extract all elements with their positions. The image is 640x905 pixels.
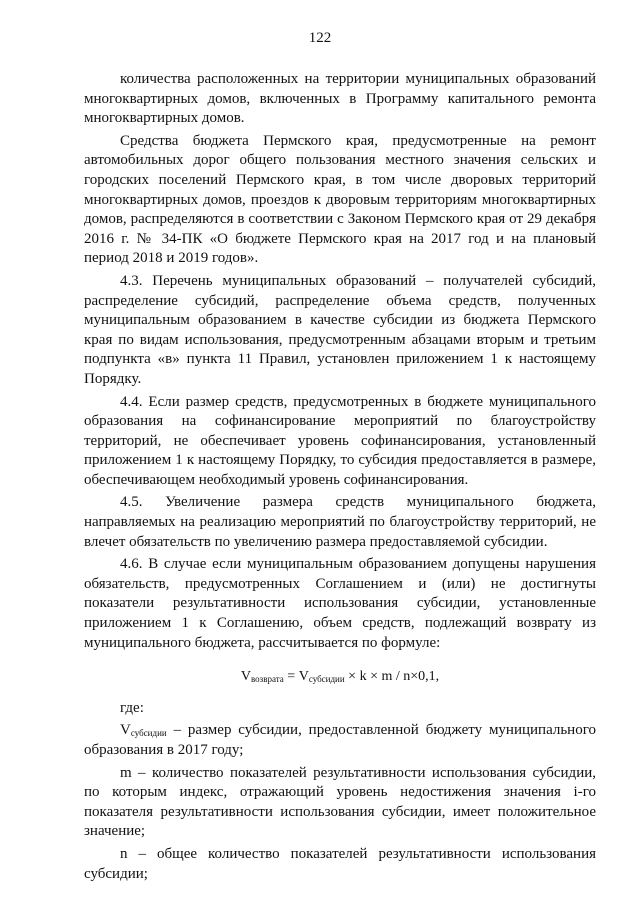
paragraph-continuation: количества расположенных на территории муниципальных образований многоквартирных домов, включенных в Программу капитального ремонта многоквартирных домов.	[84, 71, 596, 127]
definition-m: m – количество показателей результативности использования субсидии, по которым индекс, отражающий уровень недостижения значения i-го показателя результативности использования субсидии, имеет положительное значение;	[84, 764, 596, 840]
formula-rest: × k × m / n×0,1,	[344, 669, 440, 685]
document-body	[84, 70, 596, 884]
formula-sub-subsidy: субсидии	[308, 674, 345, 685]
page-number: 122	[308, 30, 332, 46]
def-v-text: – размер субсидии, предоставленной бюджету муниципального образования в 2017 году;	[84, 722, 596, 758]
formula-sub-refund: возврата	[250, 674, 284, 685]
paragraph-4-4: 4.4. Если размер средств, предусмотренных в бюджете муниципального образования на софинансирование мероприятий по благоустройству территорий, не обеспечивает уровень софинансирования, установленный приложением 1 к настоящему Порядку, то субсидия предоставляется в размере, обеспечивающем необходимый уровень софинансирования.	[84, 393, 596, 488]
paragraph-4-5: 4.5. Увеличение размера средств муниципального бюджета, направляемых на реализацию мероприятий по благоустройству территорий, не влечет обязательств по увеличению размера предоставляемой субсидии.	[84, 494, 596, 550]
formula-v-refund: V	[240, 669, 251, 685]
where-label: где:	[120, 699, 144, 716]
formula-v-subsidy: V	[298, 669, 309, 685]
def-v-sub: субсидии	[130, 728, 167, 739]
paragraph-road-funds: Средства бюджета Пермского края, предусмотренные на ремонт автомобильных дорог общего пользования местного значения сельских и городских поселений Пермского края, в том числе дворовых территорий многоквартирных домов, проездов к дворовым территориям многоквартирных домов, распределяются в соответствии с Законом Пермского края от 29 декабря 2016 г. № 34-ПК «О бюджете Пермского края на 2017 год и на плановый период 2018 и 2019 годов».	[84, 132, 596, 267]
definition-v-subsidy	[84, 721, 596, 760]
definition-n: n – общее количество показателей результативности использования субсидии;	[84, 845, 596, 882]
refund-formula	[84, 667, 596, 687]
paragraph-4-6: 4.6. В случае если муниципальным образованием допущены нарушения обязательств, предусмотренных Соглашением и (или) не достигнуты показатели результативности использования субсидии, установленные приложением 1 к Соглашению, объем средств, подлежащий возврату из муниципального бюджета, рассчитывается по формуле:	[84, 556, 596, 651]
paragraph-4-3: 4.3. Перечень муниципальных образований – получателей субсидий, распределение субсидий, распределение объема средств, полученных муниципальным образованием в качестве субсидии из бюджета Пермского края по видам использования, предусмотренным абзацами вторым и третьим подпункта «в» пункта 11 Правил, установлен приложением 1 к настоящему Порядку.	[84, 272, 596, 387]
formula-equals: =	[283, 669, 299, 685]
def-v-symbol: V	[120, 722, 131, 739]
